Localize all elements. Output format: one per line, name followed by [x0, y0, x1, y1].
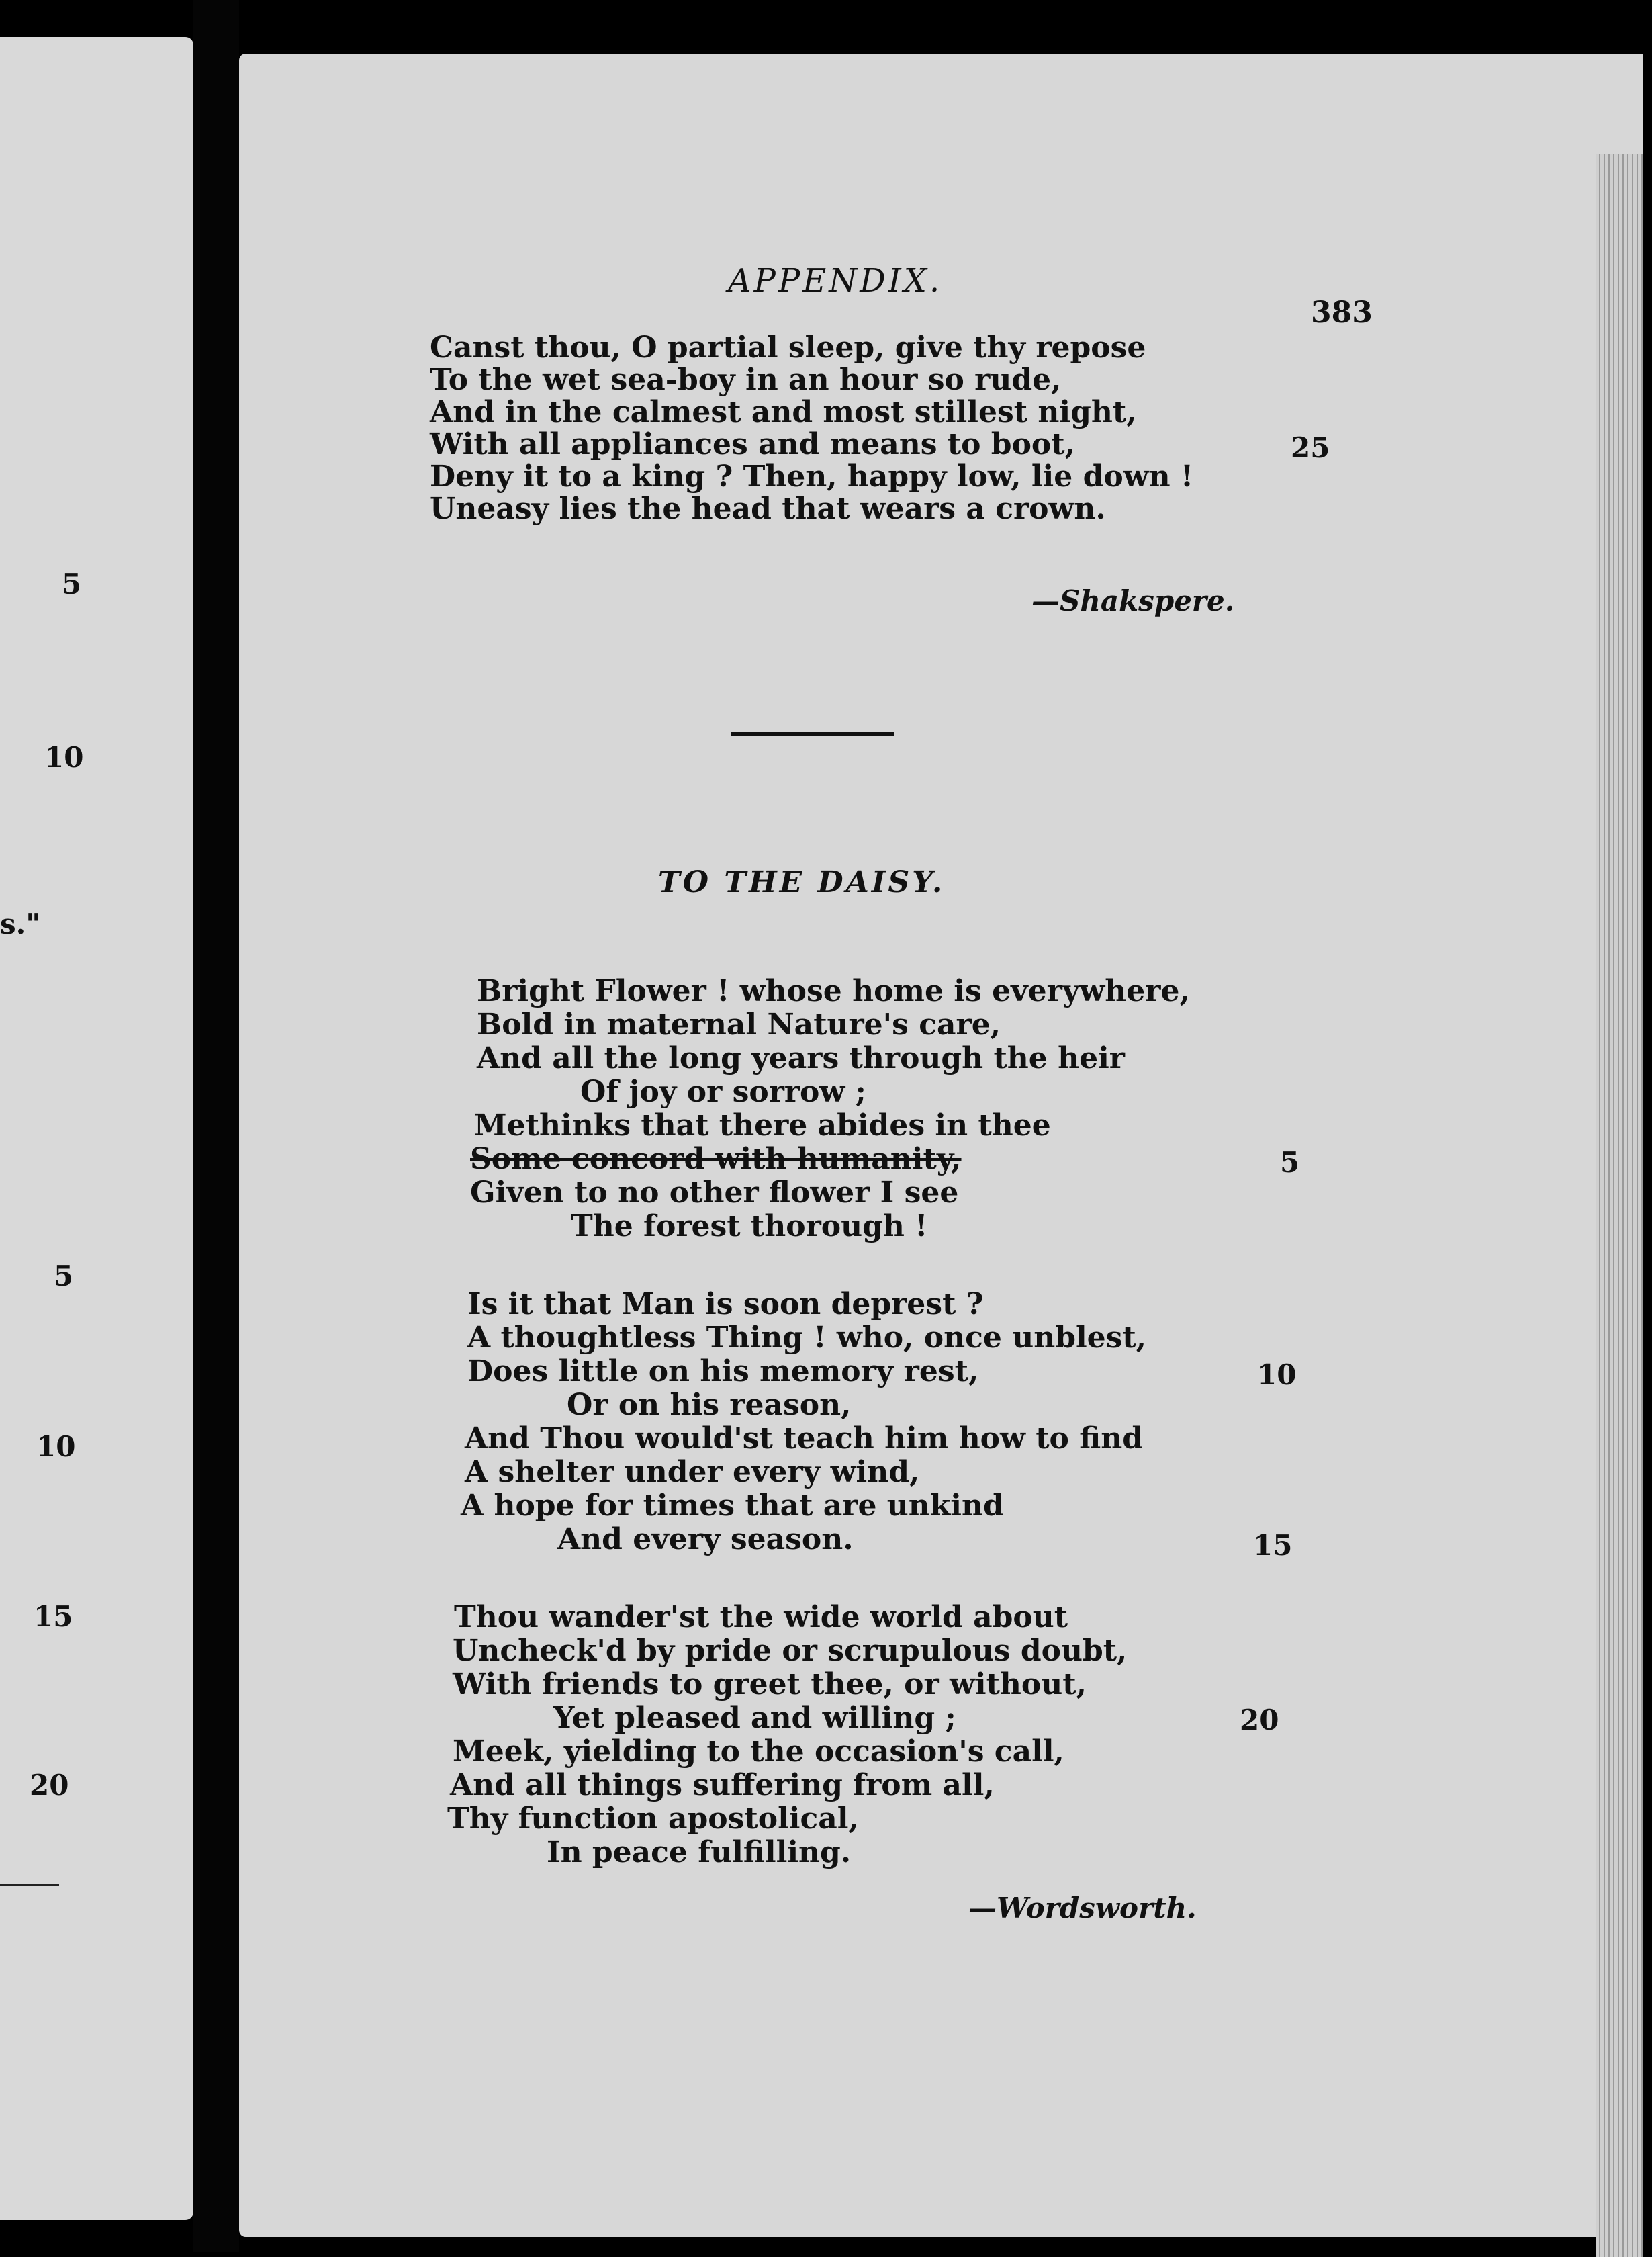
- left-line-number: 5: [62, 568, 82, 601]
- page-edges: [1596, 154, 1643, 2257]
- poem-line: Yet pleased and willing ;: [553, 1701, 956, 1735]
- poem-line: A hope for times that are unkind: [461, 1489, 1004, 1523]
- left-line-number: 5: [54, 1259, 74, 1292]
- poem-line: In peace fulfilling.: [547, 1835, 852, 1869]
- left-page-rule: [0, 1884, 59, 1886]
- left-page: [0, 37, 193, 2220]
- line-number: 5: [1280, 1146, 1300, 1179]
- poem-title: TO THE DAISY.: [658, 865, 946, 899]
- poem-line: Thou wander'st the wide world about: [454, 1600, 1068, 1634]
- left-line-number: 15: [34, 1600, 73, 1633]
- poem-line: Of joy or sorrow ;: [580, 1075, 866, 1109]
- running-head: APPENDIX.: [728, 262, 943, 300]
- poem-line: Bright Flower ! whose home is everywhere,: [477, 974, 1190, 1008]
- poem-line: Deny it to a king ? Then, happy low, lie down !: [430, 459, 1194, 494]
- line-number: 25: [1291, 431, 1330, 464]
- poem-line: Thy function apostolical,: [447, 1802, 859, 1836]
- attribution: —Wordsworth.: [968, 1892, 1197, 1924]
- poem-line: With friends to greet thee, or without,: [453, 1667, 1087, 1701]
- left-line-number: 20: [30, 1769, 69, 1802]
- poem-line: The forest thorough !: [571, 1209, 928, 1243]
- right-page: [239, 54, 1643, 2237]
- poem-line: Does little on his memory rest,: [467, 1354, 979, 1388]
- book-gutter: [193, 0, 239, 2252]
- poem-line: Given to no other flower I see: [470, 1176, 959, 1210]
- poem-line: Uneasy lies the head that wears a crown.: [430, 492, 1106, 526]
- poem-line: And Thou would'st teach him how to find: [465, 1421, 1143, 1456]
- left-fragment-quote: s.": [0, 908, 41, 940]
- poem-line: Uncheck'd by pride or scrupulous doubt,: [453, 1634, 1128, 1668]
- line-number: 15: [1253, 1529, 1293, 1562]
- left-line-number: 10: [36, 1430, 76, 1463]
- poem-line: And all things suffering from all,: [450, 1768, 995, 1802]
- poem-line: Methinks that there abides in thee: [474, 1108, 1051, 1143]
- poem-line: A thoughtless Thing ! who, once unblest,: [467, 1321, 1147, 1355]
- poem-line: With all appliances and means to boot,: [430, 427, 1075, 461]
- section-divider: [731, 732, 894, 736]
- attribution: —Shakspere.: [1031, 584, 1235, 617]
- poem-line: And all the long years through the heir: [477, 1041, 1125, 1075]
- poem-line: Or on his reason,: [567, 1388, 852, 1422]
- poem-line: To the wet sea-boy in an hour so rude,: [430, 363, 1062, 397]
- poem-line: Meek, yielding to the occasion's call,: [453, 1734, 1064, 1769]
- poem-line: And in the calmest and most stillest night,: [430, 395, 1137, 429]
- poem-line: Bold in maternal Nature's care,: [477, 1008, 1001, 1042]
- poem-line: And every season.: [557, 1522, 854, 1556]
- poem-line: Some concord with humanity,: [470, 1142, 962, 1176]
- line-number: 20: [1240, 1703, 1279, 1736]
- left-line-number: 10: [44, 741, 84, 774]
- line-number: 10: [1257, 1358, 1297, 1391]
- poem-line: Canst thou, O partial sleep, give thy repose: [430, 330, 1146, 365]
- poem-line: A shelter under every wind,: [465, 1455, 920, 1489]
- poem-line: Is it that Man is soon deprest ?: [467, 1287, 984, 1321]
- page-number: 383: [1311, 296, 1373, 330]
